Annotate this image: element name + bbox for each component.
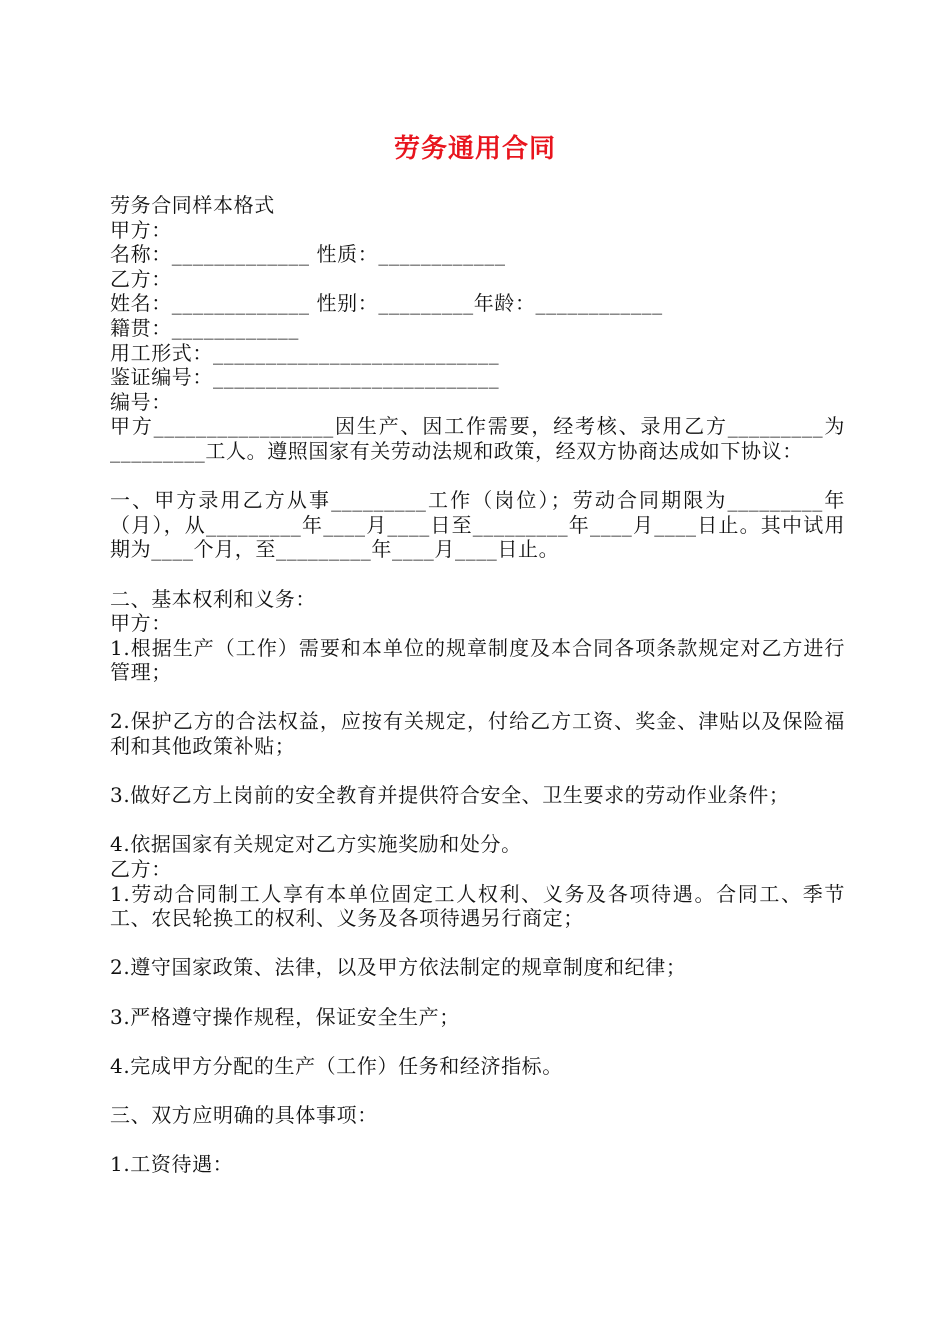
party-a-duty-4: 4.依据国家有关规定对乙方实施奖励和处分。 <box>110 832 522 857</box>
party-a-duty-2: 2.保护乙方的合法权益，应按有关规定，付给乙方工资、奖金、津贴以及保险福利和其他政策补贴； <box>110 709 845 759</box>
blank-line <box>110 1078 845 1103</box>
blank-line <box>110 685 845 710</box>
document-body <box>110 193 845 1177</box>
blank-line <box>110 980 845 1005</box>
name-gender-age-line: 姓名：_____________ 性别：_________年龄：____________ <box>110 291 663 316</box>
blank-line <box>110 562 845 587</box>
clause-one-paragraph: 一、甲方录用乙方从事_________工作（岗位）；劳动合同期限为_________年（月），从_________年____月____日至_________年____月____日止。其中试用期为____个月，至_________年____月____日止。 <box>110 488 845 562</box>
clause-three-heading: 三、双方应明确的具体事项： <box>110 1102 378 1127</box>
native-place-line: 籍贯：____________ <box>110 315 299 340</box>
blank-line <box>110 931 845 956</box>
verification-number-line: 鉴证编号：___________________________ <box>110 365 500 390</box>
party-b-duty-2: 2.遵守国家政策、法律，以及甲方依法制定的规章制度和纪律； <box>110 955 687 980</box>
party-b-heading: 乙方： <box>110 266 172 291</box>
party-b-duties-heading: 乙方： <box>110 857 172 882</box>
blank-line <box>110 808 845 833</box>
preamble-paragraph: 甲方_________________因生产、因工作需要，经考核、录用乙方_________为_________工人。遵照国家有关劳动法规和政策，经双方协商达成如下协议： <box>110 414 845 463</box>
blank-line <box>110 759 845 784</box>
subtitle-line: 劳务合同样本格式 <box>110 193 275 217</box>
wage-item-line: 1.工资待遇： <box>110 1152 234 1177</box>
clause-two-heading: 二、基本权利和义务： <box>110 586 316 611</box>
party-a-duties-heading: 甲方： <box>110 611 172 636</box>
party-a-heading: 甲方： <box>110 217 172 242</box>
party-b-duty-3: 3.严格遵守操作规程，保证安全生产； <box>110 1004 460 1029</box>
employment-form-line: 用工形式：___________________________ <box>110 340 500 365</box>
blank-line <box>110 464 845 489</box>
party-b-duty-4: 4.完成甲方分配的生产（工作）任务和经济指标。 <box>110 1053 563 1078</box>
party-a-duty-3: 3.做好乙方上岗前的安全教育并提供符合安全、卫生要求的劳动作业条件； <box>110 783 790 808</box>
serial-number-line: 编号： <box>110 389 172 414</box>
party-b-duty-1: 1.劳动合同制工人享有本单位固定工人权利、义务及各项待遇。合同工、季节工、农民轮换工的权利、义务及各项待遇另行商定； <box>110 881 845 931</box>
blank-line <box>110 1128 845 1153</box>
name-nature-line: 名称：_____________ 性质：____________ <box>110 242 506 267</box>
party-a-duty-1: 1.根据生产（工作）需要和本单位的规章制度及本合同各项条款规定对乙方进行管理； <box>110 635 845 685</box>
blank-line <box>110 1029 845 1054</box>
document-title: 劳务通用合同 <box>393 134 556 164</box>
